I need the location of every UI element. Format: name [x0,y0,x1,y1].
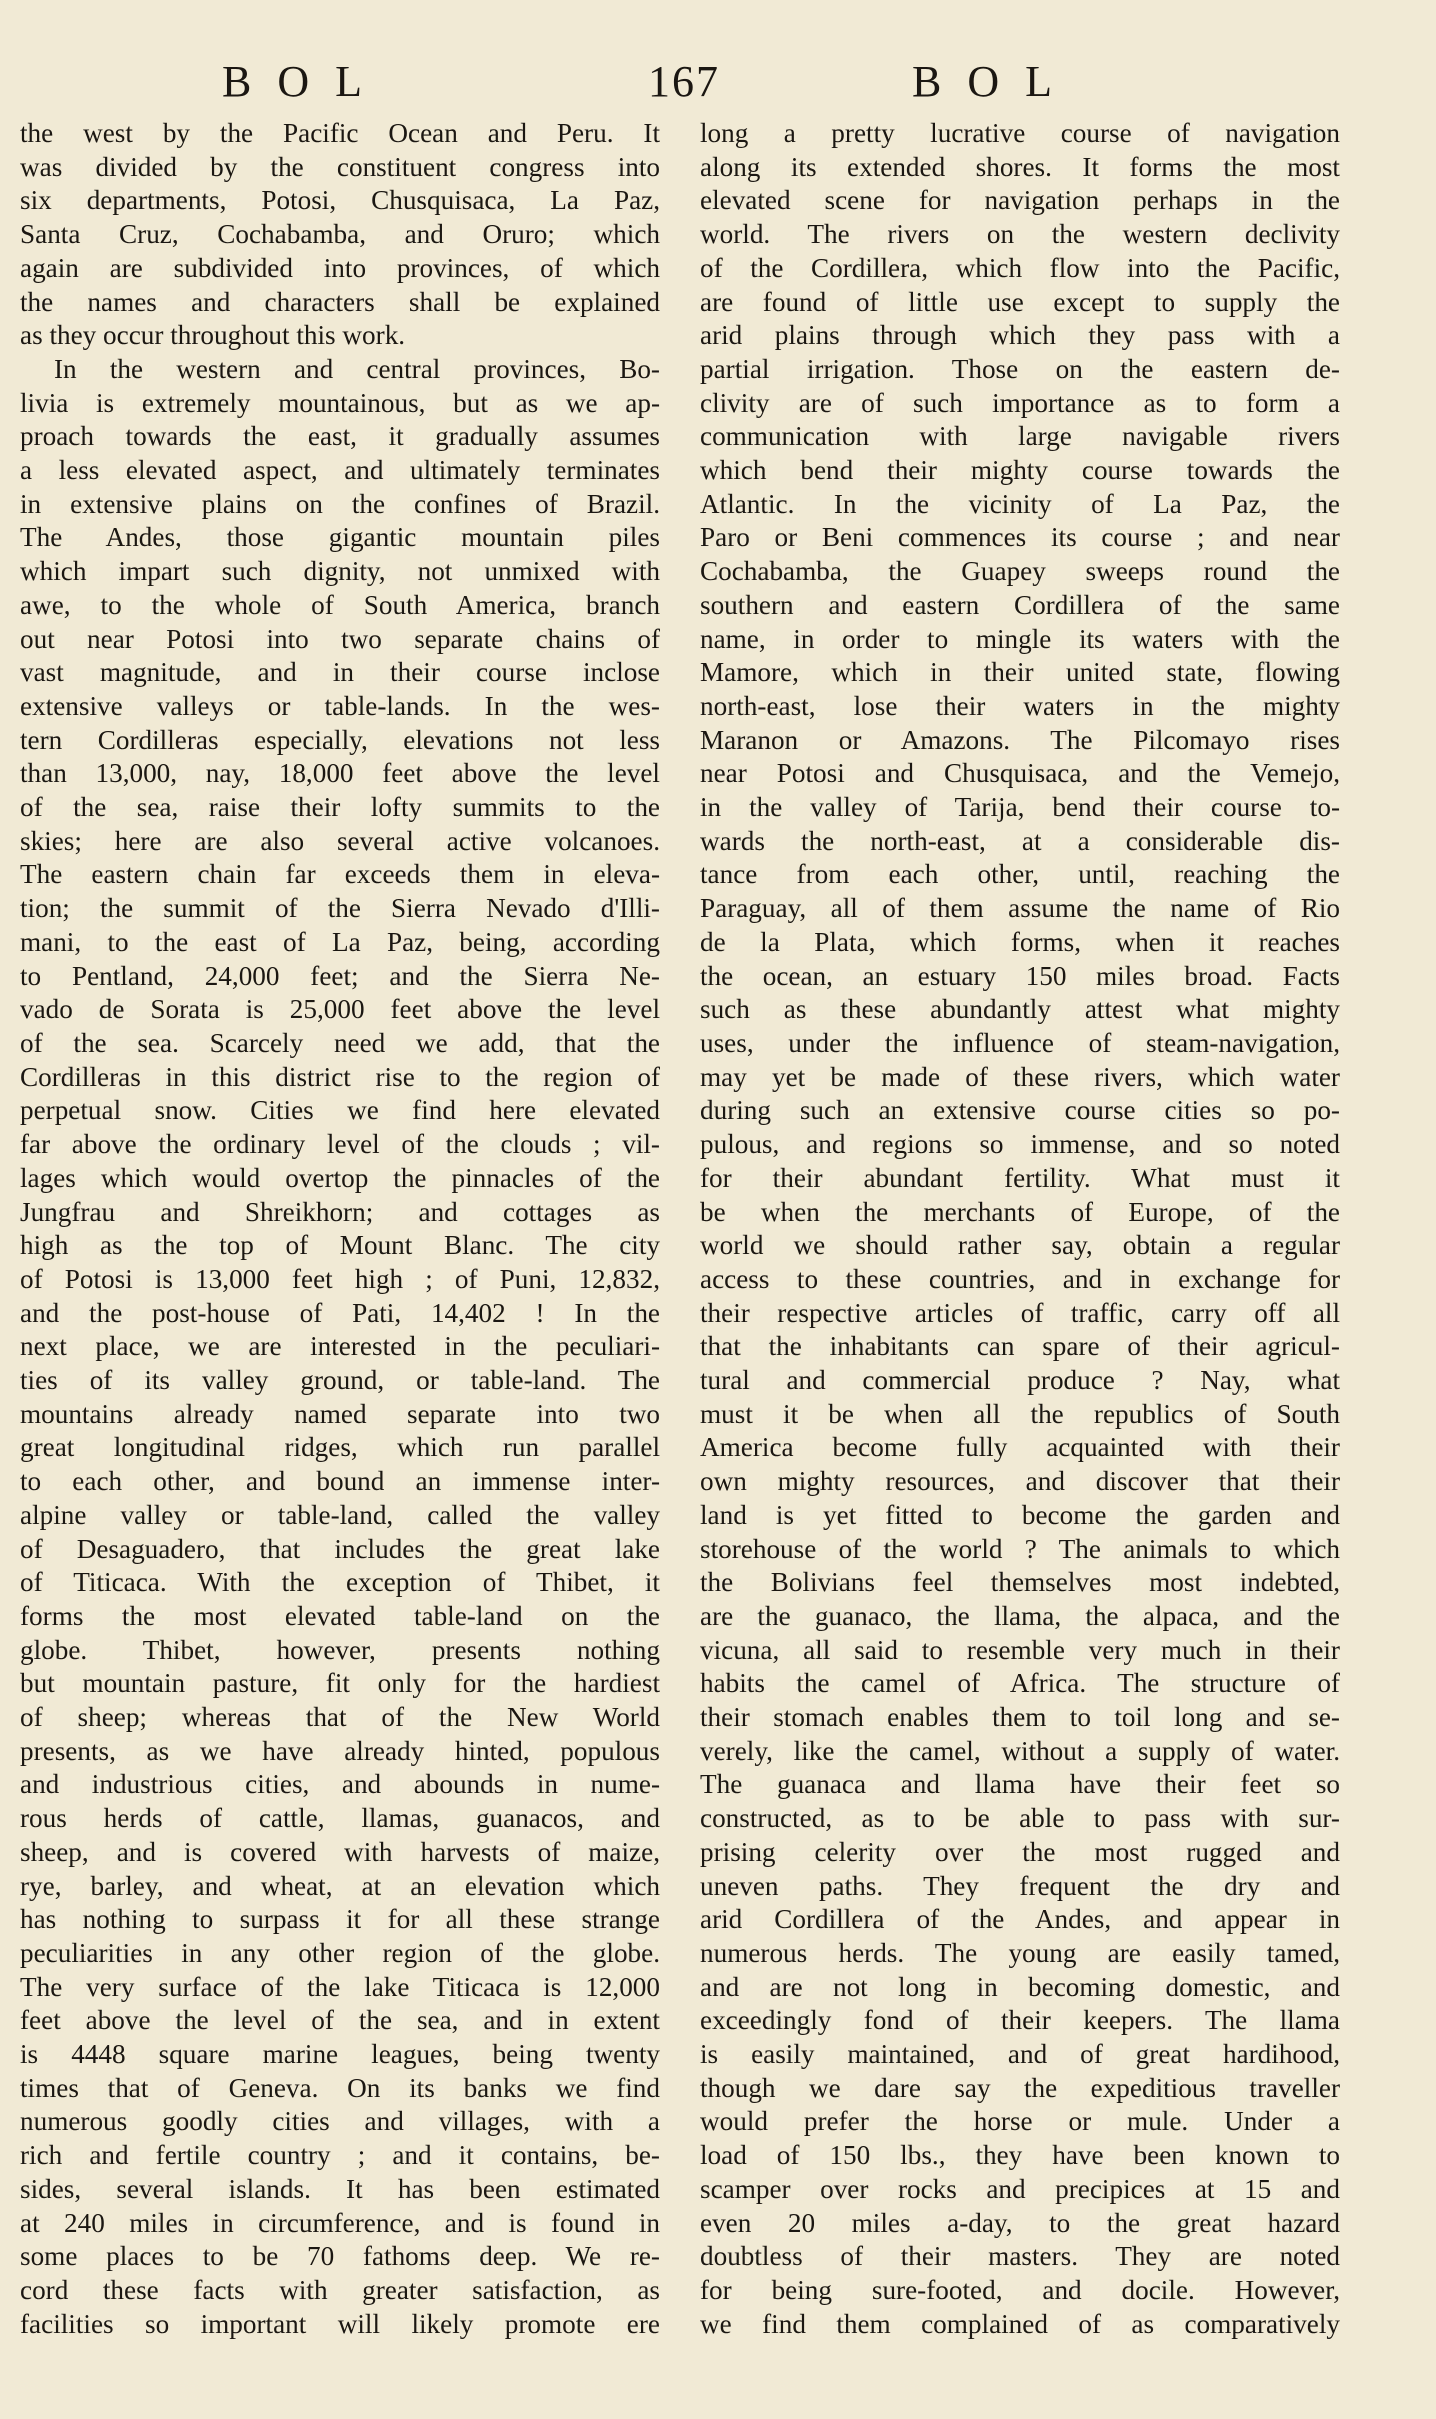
text-line: for their abundant fertility. What must it [700,1162,1340,1193]
text-line: great longitudinal ridges, which run parallel [20,1432,660,1463]
text-line: high as the top of Mount Blanc. The city [20,1230,660,1261]
text-line: was divided by the constituent congress into [20,151,660,182]
text-line: at 240 miles in circumference, and is found in [20,2207,660,2238]
text-line: the names and characters shall be explained [20,286,660,317]
text-line: Maranon or Amazons. The Pilcomayo rises [700,724,1340,755]
text-line: some places to be 70 fathoms deep. We re- [20,2241,660,2272]
text-line: for being sure-footed, and docile. However, [700,2275,1340,2305]
text-line: communication with large navigable rivers [700,421,1340,452]
text-line: pulous, and regions so immense, and so noted [700,1129,1340,1160]
text-line: are found of little use except to supply the [700,286,1340,317]
text-line: of the sea. Scarcely need we add, that the [20,1027,660,1058]
text-line: numerous goodly cities and villages, with a [20,2106,660,2137]
text-line: in the valley of Tarija, bend their course to- [700,792,1340,823]
text-line: north-east, lose their waters in the mighty [700,690,1340,721]
text-line: may yet be made of these rivers, which water [700,1061,1340,1092]
text-line: southern and eastern Cordillera of the same [700,589,1340,620]
text-line: elevated scene for navigation perhaps in the [700,185,1340,216]
text-line: perpetual snow. Cities we find here elevated [20,1095,660,1126]
text-line: vado de Sorata is 25,000 feet above the level [20,994,660,1025]
text-line: cord these facts with greater satisfaction, as [20,2275,660,2305]
text-line: America become fully acquainted with their [700,1432,1340,1463]
text-line: their respective articles of traffic, carry off all [700,1297,1340,1328]
text-line: the west by the Pacific Ocean and Peru. It [20,118,660,148]
text-line: but mountain pasture, fit only for the hardiest [20,1668,660,1699]
text-line: a less elevated aspect, and ultimately terminates [20,455,660,486]
text-line: feet above the level of the sea, and in extent [20,2005,660,2036]
text-line: to each other, and bound an immense inter- [20,1466,660,1497]
text-line: and industrious cities, and abounds in nume- [20,1769,660,1800]
text-line: name, in order to mingle its waters with the [700,623,1340,654]
text-line: skies; here are also several active volcanoes. [20,825,660,856]
text-line: which bend their mighty course towards the [700,455,1340,486]
text-line: numerous herds. The young are easily tamed, [700,1937,1340,1968]
text-line: sheep, and is covered with harvests of maize, [20,1836,660,1867]
text-line: the Bolivians feel themselves most indebted, [700,1567,1340,1598]
text-line: storehouse of the world ? The animals to which [700,1533,1340,1564]
text-line: six departments, Potosi, Chusquisaca, La Paz, [20,185,660,216]
page-number: 167 [648,57,720,106]
text-line: Paro or Beni commences its course ; and near [700,522,1340,553]
text-line: verely, like the camel, without a supply of water. [700,1735,1340,1766]
text-line: we find them complained of as comparatively [700,2308,1340,2339]
text-line: out near Potosi into two separate chains of [20,623,660,654]
text-line: awe, to the whole of South America, branch [20,589,660,620]
text-line: extensive valleys or table-lands. In the wes- [20,690,660,721]
header-left-word: BOL [222,57,388,106]
text-line: uneven paths. They frequent the dry and [700,1870,1340,1901]
text-line: along its extended shores. It forms the most [700,151,1340,182]
text-line: of the Cordillera, which flow into the Pacific, [700,252,1340,283]
text-line: mani, to the east of La Paz, being, according [20,926,660,957]
text-line: of Titicaca. With the exception of Thibet, it [20,1567,660,1598]
text-line: is 4448 square marine leagues, being twenty [20,2039,660,2070]
text-line: tern Cordilleras especially, elevations not less [20,724,660,755]
text-line: far above the ordinary level of the clouds ; vil- [20,1129,660,1160]
running-header [0,52,1436,112]
text-line: rous herds of cattle, llamas, guanacos, and [20,1803,660,1834]
text-line: The Andes, those gigantic mountain piles [20,522,660,553]
text-line: prising celerity over the most rugged and [700,1836,1340,1867]
text-line: arid Cordillera of the Andes, and appear in [700,1904,1340,1935]
text-line: rye, barley, and wheat, at an elevation which [20,1870,660,1901]
text-line: wards the north-east, at a considerable dis- [700,825,1340,856]
text-line: Cordilleras in this district rise to the region of [20,1061,660,1092]
text-line: as they occur throughout this work. [20,320,406,351]
text-line: sides, several islands. It has been estimated [20,2173,660,2204]
text-line: scamper over rocks and precipices at 15 and [700,2173,1340,2204]
text-line: that the inhabitants can spare of their agricul- [700,1331,1340,1362]
text-line: is easily maintained, and of great hardihood, [700,2039,1340,2070]
header-right-word: BOL [912,57,1078,106]
text-line: of Desaguadero, that includes the great lake [20,1533,660,1564]
text-line: land is yet fitted to become the garden and [700,1499,1340,1530]
text-line: partial irrigation. Those on the eastern de- [700,353,1340,384]
text-line: tion; the summit of the Sierra Nevado d'Illi- [20,893,660,924]
text-line: next place, we are interested in the peculiari- [20,1331,660,1362]
text-line: than 13,000, nay, 18,000 feet above the level [20,758,660,789]
text-line: such as these abundantly attest what mighty [700,994,1340,1025]
text-line: are the guanaco, the llama, the alpaca, and the [700,1600,1340,1631]
text-line: of sheep; whereas that of the New World [20,1702,660,1733]
text-line: Jungfrau and Shreikhorn; and cottages as [20,1196,660,1227]
text-line: would prefer the horse or mule. Under a [700,2106,1340,2137]
text-line: The very surface of the lake Titicaca is 12,000 [20,1971,660,2002]
text-line: again are subdivided into provinces, of which [20,252,660,283]
text-line: habits the camel of Africa. The structure of [700,1668,1340,1699]
text-line: near Potosi and Chusquisaca, and the Vemejo, [700,758,1340,789]
text-line: The eastern chain far exceeds them in eleva- [20,859,660,890]
text-line: tural and commercial produce ? Nay, what [700,1365,1340,1396]
text-line: uses, under the influence of steam-navigation, [700,1027,1340,1058]
text-line: The guanaca and llama have their feet so [700,1769,1340,1800]
text-line: of the sea, raise their lofty summits to the [20,792,660,823]
text-line: Mamore, which in their united state, flowing [700,657,1340,688]
text-line: presents, as we have already hinted, populous [20,1735,660,1766]
text-line: facilities so important will likely promote ere [20,2308,660,2339]
text-line: clivity are of such importance as to form a [700,387,1340,418]
text-line: to Pentland, 24,000 feet; and the Sierra Ne- [20,960,660,991]
text-line: lages which would overtop the pinnacles of the [20,1162,660,1193]
text-line: during such an extensive course cities so po- [700,1095,1340,1126]
text-line: proach towards the east, it gradually assumes [20,421,660,452]
text-line: doubtless of their masters. They are noted [700,2241,1340,2272]
text-line: Paraguay, all of them assume the name of Rio [700,893,1340,924]
text-line: load of 150 lbs., they have been known to [700,2140,1340,2171]
text-line: world we should rather say, obtain a regular [700,1230,1340,1261]
text-line: which impart such dignity, not unmixed with [20,556,660,587]
text-line: even 20 miles a-day, to the great hazard [700,2207,1340,2238]
text-line: must it be when all the republics of South [700,1398,1340,1429]
text-line: be when the merchants of Europe, of the [700,1196,1340,1227]
text-line: has nothing to surpass it for all these strange [20,1904,660,1935]
text-line: their stomach enables them to toil long and se- [700,1702,1340,1733]
text-line: arid plains through which they pass with a [700,320,1340,351]
right-text-column [700,117,1340,2341]
text-line: though we dare say the expeditious traveller [700,2072,1340,2103]
text-line: Cochabamba, the Guapey sweeps round the [700,556,1340,587]
text-line: own mighty resources, and discover that their [700,1466,1340,1497]
text-line: the ocean, an estuary 150 miles broad. Facts [700,960,1340,991]
text-line: exceedingly fond of their keepers. The llama [700,2005,1340,2036]
text-line: times that of Geneva. On its banks we find [20,2072,660,2103]
text-line: de la Plata, which forms, when it reaches [700,926,1340,957]
text-line: Santa Cruz, Cochabamba, and Oruro; which [20,219,660,250]
text-line: In the western and central provinces, Bo- [54,353,660,384]
text-line: globe. Thibet, however, presents nothing [20,1634,660,1665]
text-line: vicuna, all said to resemble very much in their [700,1634,1340,1665]
text-line: in extensive plains on the confines of Brazil. [20,488,660,519]
text-line: mountains already named separate into two [20,1398,660,1429]
text-line: world. The rivers on the western declivity [700,219,1340,250]
text-line: alpine valley or table-land, called the valley [20,1499,660,1530]
text-line: forms the most elevated table-land on the [20,1600,660,1631]
text-line: access to these countries, and in exchange for [700,1263,1340,1294]
text-line: tance from each other, until, reaching the [700,859,1340,890]
text-line: and the post-house of Pati, 14,402 ! In the [20,1297,660,1328]
text-line: of Potosi is 13,000 feet high ; of Puni, 12,832, [20,1263,660,1294]
text-line: and are not long in becoming domestic, and [700,1971,1340,2002]
text-line: ties of its valley ground, or table-land. The [20,1365,660,1396]
left-text-column [20,117,660,2341]
text-line: peculiarities in any other region of the globe. [20,1937,660,1968]
text-line: Atlantic. In the vicinity of La Paz, the [700,488,1340,519]
text-line: livia is extremely mountainous, but as we ap- [20,387,660,418]
text-line: long a pretty lucrative course of navigation [700,118,1340,148]
text-line: vast magnitude, and in their course inclose [20,657,660,688]
text-line: rich and fertile country ; and it contains, be- [20,2140,660,2171]
text-line: constructed, as to be able to pass with sur- [700,1803,1340,1834]
